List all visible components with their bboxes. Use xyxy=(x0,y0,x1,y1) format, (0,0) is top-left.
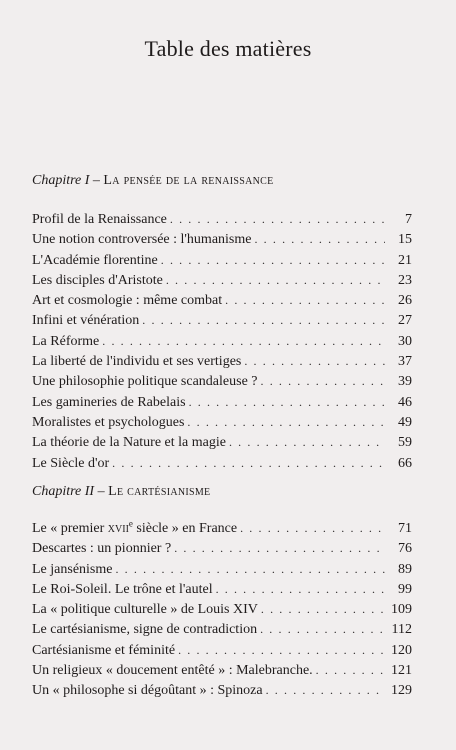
dot-leader xyxy=(174,541,385,556)
entry-title: Art et cosmologie : même combat xyxy=(32,293,223,309)
entry-title: Le jansénisme xyxy=(32,561,113,577)
toc-entry[interactable] xyxy=(32,562,412,582)
dot-leader xyxy=(260,622,385,637)
toc-entry[interactable] xyxy=(32,602,412,622)
entry-page: 27 xyxy=(398,313,412,329)
entry-title: Le cartésianisme, signe de contradiction xyxy=(32,622,258,638)
dot-leader xyxy=(170,212,385,227)
entry-page: 46 xyxy=(398,394,412,410)
dot-leader xyxy=(187,415,385,430)
entry-page: 7 xyxy=(405,212,412,227)
century-numeral: xvii xyxy=(107,521,129,536)
chapter-title: La pensée de la renaissance xyxy=(103,173,274,188)
toc-entry[interactable] xyxy=(32,683,412,703)
dot-leader xyxy=(266,683,385,698)
entry-title xyxy=(32,518,238,537)
entry-title: Profil de la Renaissance xyxy=(32,212,167,227)
toc-entry[interactable] xyxy=(32,541,412,561)
entry-title-post: siècle » en France xyxy=(132,521,238,536)
entry-title: La Réforme xyxy=(32,333,100,349)
toc-entry[interactable] xyxy=(32,212,412,232)
chapter-label: Chapitre II xyxy=(32,484,95,499)
entry-title: Moralistes et psychologues xyxy=(32,414,185,430)
toc-entry[interactable] xyxy=(32,374,412,394)
toc-entry[interactable] xyxy=(32,293,412,313)
dot-leader xyxy=(229,435,385,450)
chapter-dash: – xyxy=(94,484,109,499)
dot-leader xyxy=(189,395,385,410)
toc-entry[interactable] xyxy=(32,518,412,541)
chapter-label: Chapitre I xyxy=(32,173,90,188)
entry-page: 15 xyxy=(398,232,412,248)
dot-leader xyxy=(254,232,385,247)
entry-page: 66 xyxy=(398,455,412,471)
entry-page: 120 xyxy=(391,642,412,658)
toc-entry[interactable] xyxy=(32,663,412,683)
entry-page: 109 xyxy=(391,602,412,618)
dot-leader xyxy=(261,602,385,617)
entry-title: Les disciples d'Aristote xyxy=(32,272,163,288)
toc-entry[interactable] xyxy=(32,395,412,415)
entry-page: 89 xyxy=(398,561,412,577)
toc-entry[interactable] xyxy=(32,273,412,293)
toc-entry[interactable] xyxy=(32,334,412,354)
entry-page: 39 xyxy=(398,374,412,390)
entry-title: L'Académie florentine xyxy=(32,252,158,268)
century-suffix: e xyxy=(128,518,133,529)
dot-leader xyxy=(244,354,385,369)
toc-entry[interactable] xyxy=(32,435,412,455)
entry-title: La liberté de l'individu et ses vertiges xyxy=(32,354,242,370)
toc-entry[interactable] xyxy=(32,253,412,273)
dot-leader xyxy=(115,562,385,577)
chapter-title: Le cartésianisme xyxy=(108,484,211,499)
entry-page: 26 xyxy=(398,293,412,309)
toc-entry[interactable] xyxy=(32,232,412,252)
entry-title: Une notion controversée : l'humanisme xyxy=(32,232,252,248)
entry-title: Les gamineries de Rabelais xyxy=(32,394,186,410)
chapter-heading-1 xyxy=(32,173,274,189)
chapter-1-entries xyxy=(32,212,412,476)
entry-page: 112 xyxy=(391,622,412,638)
dot-leader xyxy=(161,253,385,268)
entry-page: 129 xyxy=(391,683,412,699)
entry-page: 37 xyxy=(398,354,412,370)
dot-leader xyxy=(261,374,386,389)
entry-page: 71 xyxy=(398,521,412,536)
entry-title: Le Siècle d'or xyxy=(32,455,110,471)
entry-title: Un « philosophe si dégoûtant » : Spinoza xyxy=(32,683,263,699)
dot-leader xyxy=(316,663,385,678)
dot-leader xyxy=(225,293,385,308)
toc-entry[interactable] xyxy=(32,456,412,476)
toc-entry[interactable] xyxy=(32,415,412,435)
dot-leader xyxy=(142,313,385,328)
entry-page: 99 xyxy=(398,581,412,597)
toc-entry[interactable] xyxy=(32,643,412,663)
chapter-heading-2 xyxy=(32,484,210,500)
chapter-dash: – xyxy=(89,173,104,188)
entry-title: La théorie de la Nature et la magie xyxy=(32,435,226,451)
entry-title: Un religieux « doucement entêté » : Malebranche. xyxy=(32,663,313,679)
entry-page: 21 xyxy=(398,252,412,268)
entry-title: Une philosophie politique scandaleuse ? xyxy=(32,374,258,390)
entry-title: La « politique culturelle » de Louis XIV xyxy=(32,602,258,618)
toc-entry[interactable] xyxy=(32,313,412,333)
entry-page: 59 xyxy=(398,435,412,451)
dot-leader xyxy=(216,582,385,597)
toc-entry[interactable] xyxy=(32,582,412,602)
entry-page: 30 xyxy=(398,333,412,349)
entry-page: 49 xyxy=(398,414,412,430)
entry-title-pre: Le « premier xyxy=(32,521,108,536)
entry-title: Infini et vénération xyxy=(32,313,140,329)
toc-entry[interactable] xyxy=(32,622,412,642)
toc-entry[interactable] xyxy=(32,354,412,374)
dot-leader xyxy=(240,521,385,536)
page-title: Table des matières xyxy=(144,36,312,61)
dot-leader xyxy=(178,643,385,658)
dot-leader xyxy=(166,273,385,288)
entry-page: 121 xyxy=(391,663,412,679)
entry-page: 23 xyxy=(398,272,412,288)
entry-title: Le Roi-Soleil. Le trône et l'autel xyxy=(32,581,213,597)
entry-title: Descartes : un pionnier ? xyxy=(32,541,172,557)
chapter-2-entries xyxy=(32,518,412,704)
dot-leader xyxy=(102,334,385,349)
dot-leader xyxy=(112,456,385,471)
entry-page: 76 xyxy=(398,541,412,557)
entry-title: Cartésianisme et féminité xyxy=(32,642,176,658)
